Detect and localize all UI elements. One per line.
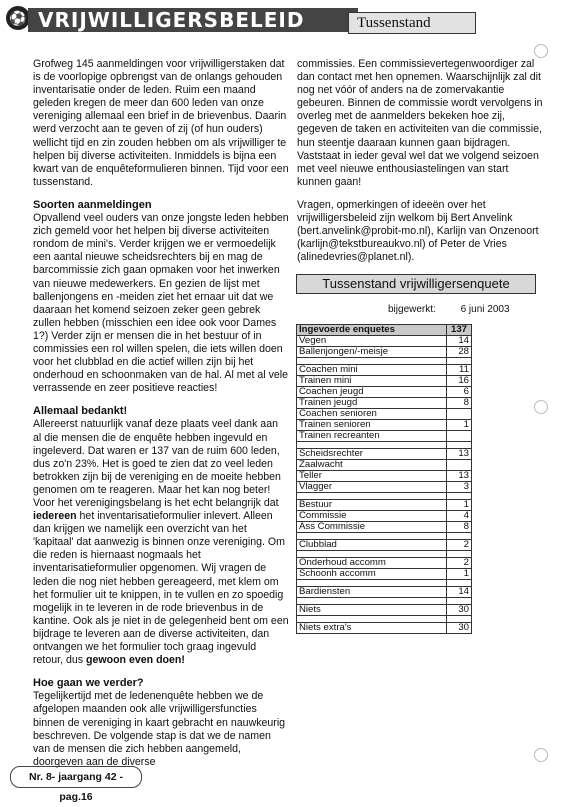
table-row — [297, 471, 472, 482]
table-row — [297, 336, 472, 347]
table-row — [297, 482, 472, 493]
table-row — [297, 387, 472, 398]
section-title: VRIJWILLIGERSBELEID — [28, 8, 358, 32]
table-row — [297, 605, 472, 616]
left-column — [33, 58, 289, 779]
row-value: 13 — [447, 449, 472, 460]
paragraph-verder: Tegelijkertijd met de ledenenquête hebben we de afgelopen maanden ook alle vrijwilligersfuncties binnen de vereniging in kaart gebracht en nauwkeurig beschreven. De volgende stap is dat we de namen van de mensen die zich hebben aangemeld, doorgeven aan de diverse — [33, 690, 286, 768]
table-row — [297, 376, 472, 387]
row-value: 1 — [447, 420, 472, 431]
row-label: Niets extra's — [297, 623, 447, 634]
heading-soorten: Soorten aanmeldingen — [33, 198, 152, 211]
row-value: 14 — [447, 336, 472, 347]
table-row — [297, 522, 472, 533]
row-value: 30 — [447, 605, 472, 616]
volleyball-icon: ⚽ — [6, 6, 30, 30]
section-subtitle: Tussenstand — [348, 12, 476, 34]
row-label: Ass Commissie — [297, 522, 447, 533]
row-value: 28 — [447, 347, 472, 358]
row-value: 8 — [447, 398, 472, 409]
row-value: 6 — [447, 387, 472, 398]
table-header-label: Ingevoerde enquetes — [297, 325, 447, 336]
row-value: 11 — [447, 365, 472, 376]
row-label: Coachen mini — [297, 365, 447, 376]
table-spacer-row — [297, 598, 472, 605]
row-value: 13 — [447, 471, 472, 482]
row-label: Trainen jeugd — [297, 398, 447, 409]
table-row — [297, 623, 472, 634]
row-value: 30 — [447, 623, 472, 634]
row-label: Coachen jeugd — [297, 387, 447, 398]
page-header — [6, 4, 546, 34]
row-value — [447, 409, 472, 420]
updated-date: 6 juni 2003 — [460, 304, 510, 315]
row-label: Coachen senioren — [297, 409, 447, 420]
row-value: 2 — [447, 558, 472, 569]
row-value: 3 — [447, 482, 472, 493]
table-row — [297, 449, 472, 460]
row-label: Ballenjongen/-meisje — [297, 347, 447, 358]
paragraph-contacts: Vragen, opmerkingen of ideeën over het vrijwilligersbeleid zijn welkom bij Bert Anvelink (bert.anvelink@probit-mo.nl), Karlijn van Onzenoort (karlijn@tekstbureaukvo.nl) of Peter de Vries (alinedevries@planet.nl). — [297, 198, 539, 264]
row-value: 4 — [447, 511, 472, 522]
heading-verder: Hoe gaan we verder? — [33, 677, 144, 690]
paragraph-bedankt — [33, 418, 289, 667]
table-row — [297, 587, 472, 598]
table-row — [297, 460, 472, 471]
paragraph-soorten: Opvallend veel ouders van onze jongste leden hebben zich gemeld voor het helpen bij diverse activiteiten rondom de mini's. Verder krijgen we er vermoedelijk een aantal nieuwe scheidsrechters bij en mag de barcommissie zich gaan opmaken voor het inwerken van nieuwe medewerkers. En gezien de lijst met ballenjongens en -meiden ziet het ernaar uit dat we daaraan het komend seizoen zeker geen gebrek zullen hebben (misschien een idee ook voor Dames 1?) Verder zijn er mensen die in het bestuur of in commissies een rol willen spelen, die iets willen doen voor het clubblad en die actief willen zijn bij het onderhoud en schoonmaken van de hal. Al met al vele verrassende en zeer positieve reacties! — [33, 212, 289, 395]
table-row — [297, 500, 472, 511]
heading-bedankt: Allemaal bedankt! — [33, 405, 128, 418]
row-label: Clubblad — [297, 540, 447, 551]
row-label: Trainen senioren — [297, 420, 447, 431]
right-column — [297, 58, 543, 274]
row-label: Onderhoud accomm — [297, 558, 447, 569]
page-footer: Nr. 8- jaargang 42 - pag.16 — [10, 766, 142, 788]
row-value — [447, 431, 472, 442]
row-label: Vegen — [297, 336, 447, 347]
table-row — [297, 511, 472, 522]
punch-hole-icon — [534, 44, 548, 58]
emphasis-gewoon: gewoon even doen! — [86, 654, 185, 667]
row-label: Scheidsrechter — [297, 449, 447, 460]
punch-hole-icon — [534, 748, 548, 762]
row-value — [447, 460, 472, 471]
row-label: Zaalwacht — [297, 460, 447, 471]
table-row — [297, 347, 472, 358]
row-label: Schoonh accomm — [297, 569, 447, 580]
row-value: 8 — [447, 522, 472, 533]
row-label: Niets — [297, 605, 447, 616]
paragraph-bedankt-part2: het inventarisatieformulier inlevert. Alleen dan krijgen we namelijk een overzicht van het 'kapitaal' dat aanwezig is binnen onze vereniging. Om die reden is hiernaast nogmaals het inventarisatieformulier opgenomen. Wij vragen de leden die nog niet hebben gereageerd, met klem om het formulier uit te knippen, in te vullen en zo spoedig mogelijk in te leveren in de rode brievenbus in de kantine. Ook als je niet in de gelegenheid bent om een bijdrage te leveren aan de diverse activiteiten, dan ontvangen we het formulier toch graag ingevuld retour, dus — [33, 510, 289, 667]
row-value: 2 — [447, 540, 472, 551]
row-label: Teller — [297, 471, 447, 482]
table-row — [297, 569, 472, 580]
row-value: 14 — [447, 587, 472, 598]
updated-line — [388, 304, 510, 315]
table-row — [297, 365, 472, 376]
row-value: 1 — [447, 569, 472, 580]
intro-paragraph: Grofweg 145 aanmeldingen voor vrijwilligerstaken dat is de voorlopige opbrengst van de onlangs gehouden inventarisatie onder de leden. Ruim een maand geleden kregen de meer dan 600 leden van onze vereniging allemaal een brief in de brievenbus. Daarin werd verzocht aan te geven of zij (of hun ouders) wellicht tijd en zin zouden hebben om als vrijwilliger te helpen bij diverse activiteiten. Inmiddels is bijna een kwart van de enquêteformulieren binnen. Tijd voor een tussenstand. — [33, 58, 289, 188]
punch-hole-icon — [534, 400, 548, 414]
table-title: Tussenstand vrijwilligersenquete — [296, 274, 536, 294]
row-value: 16 — [447, 376, 472, 387]
row-value: 1 — [447, 500, 472, 511]
table-header-row — [297, 325, 472, 336]
survey-table — [296, 324, 472, 634]
table-header-value: 137 — [447, 325, 472, 336]
updated-label: bijgewerkt: — [388, 304, 436, 315]
row-label: Commissie — [297, 511, 447, 522]
table-row — [297, 398, 472, 409]
table-row — [297, 431, 472, 442]
emphasis-iedereen: iedereen — [33, 510, 77, 523]
table-row — [297, 409, 472, 420]
row-label: Trainen recreanten — [297, 431, 447, 442]
paragraph-continued: commissies. Een commissievertegenwoordiger zal dan contact met hen opnemen. Waarschijnlijk zal dit nog net vóór of anders na de zomervakantie gebeuren. Binnen de commissie wordt vervolgens in overleg met de aanmelders bekeken hoe zij, gegeven de taken en activiteiten van die commissie, hun steentje daaraan kunnen gaan bijdragen. Vaststaat in ieder geval wel dat we volgend seizoen met veel nieuwe enthousiastelingen van start kunnen gaan! — [297, 58, 543, 188]
row-label: Bardiensten — [297, 587, 447, 598]
row-label: Vlagger — [297, 482, 447, 493]
table-row — [297, 420, 472, 431]
row-label: Trainen mini — [297, 376, 447, 387]
table-row — [297, 558, 472, 569]
table-row — [297, 540, 472, 551]
paragraph-bedankt-part1: Allereerst natuurlijk vanaf deze plaats veel dank aan al die mensen die de enquête hebben ingevuld en ingeleverd. Dat waren er 137 van de ruim 600 leden, dus zo'n 23%. Het is goed te zien dat zo veel leden betrokken zijn bij de vereniging en de moeite hebben genomen om te reageren. Maar het kan nog beter! Voor het verenigingsbelang is het echt belangrijk dat — [33, 418, 281, 509]
row-label: Bestuur — [297, 500, 447, 511]
